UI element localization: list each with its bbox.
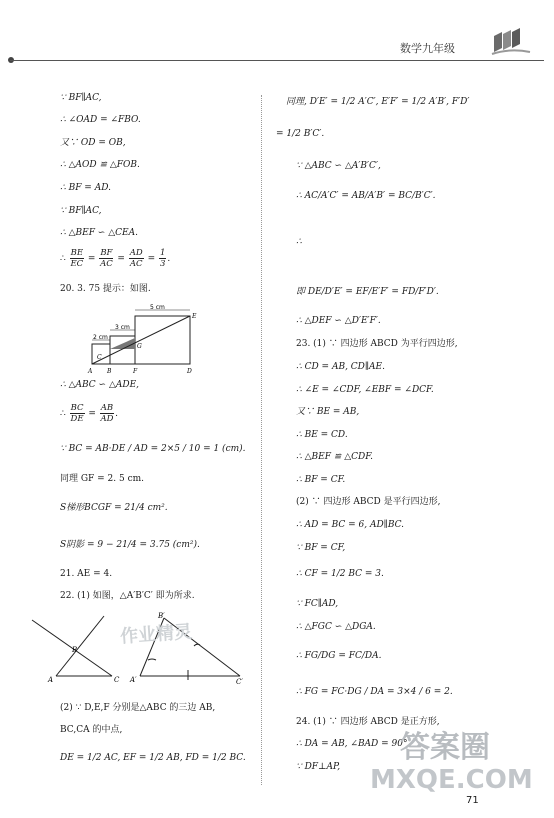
point-label: B <box>107 368 112 375</box>
text-line: = 1/2 B′C′. <box>276 129 325 139</box>
text-line: ∴ BF = AD. <box>60 183 111 193</box>
text-line: ∴ ∠OAD = ∠FBO. <box>60 115 141 125</box>
point-label: A <box>48 676 54 684</box>
point-label: F <box>133 368 138 375</box>
problem-22: 22. (1) 如图，△A′B′C′ 即为所求. <box>60 591 195 601</box>
watermark-text: MXQE.COM <box>370 765 533 795</box>
right-column <box>270 0 554 818</box>
text-line: ∴ △AOD ≌ △FOB. <box>60 160 140 170</box>
label-3cm: 3 cm <box>115 324 130 331</box>
point-label: G <box>137 343 142 350</box>
problem-21: 21. AE = 4. <box>60 569 113 579</box>
text-line: ∵ BF∥AC, <box>60 206 102 216</box>
point-label: E <box>192 313 197 320</box>
figure-20-diagram <box>80 304 200 376</box>
fraction-line-bcde: ∴ $\frac{BC}{DE}$ = $\frac{AB}{AD}$ . <box>60 403 119 424</box>
text-line: ∵ BF∥AC, <box>60 93 102 103</box>
text-line: 同理 GF = 2. 5 cm. <box>60 474 145 484</box>
text-line: DE = 1/2 AC, EF = 1/2 AB, FD = 1/2 BC. <box>60 753 246 763</box>
text-line: ∴ FG = FC·DG / DA = 3×4 / 6 = 2. <box>296 687 453 697</box>
text-line: ∴ △BEF ≌ △CDF. <box>296 452 373 462</box>
text-line: 又∵ OD = OB, <box>60 138 126 148</box>
point-label: B <box>72 646 78 654</box>
label-2cm: 2 cm <box>93 334 108 341</box>
text-line: ∴ DA = AB, ∠BAD = 90°. <box>296 739 411 749</box>
text-line: ∴ AC/A′C′ = AB/A′B′ = BC/B′C′. <box>296 191 436 201</box>
text-line: ∵ FC∥AD, <box>296 599 339 609</box>
point-label: C <box>114 676 120 684</box>
point-label: C <box>97 354 102 361</box>
text-line: ∴ △BEF ∽ △CEA. <box>60 228 138 238</box>
text-line: ∵ BC = AB·DE / AD = 2×5 / 10 = 1 (cm). <box>60 444 246 454</box>
text-line: ∴ ∠E = ∠CDF, ∠EBF = ∠DCF. <box>296 385 434 395</box>
text-line: ∴ BE = CD. <box>296 430 348 440</box>
point-label: B′ <box>158 612 165 620</box>
header-title: 数学九年级 <box>400 42 455 55</box>
watermark-text: 作业精灵 <box>119 621 193 648</box>
point-label: A <box>88 368 93 375</box>
point-label: D <box>187 368 192 375</box>
point-label: C′ <box>236 678 243 686</box>
problem-20: 20. 3. 75 提示：如图. <box>60 284 151 294</box>
text-line: ∴ AD = BC = 6, AD∥BC. <box>296 520 405 530</box>
text-line: ∴ △ABC ∽ △ADE, <box>60 380 140 390</box>
label-5cm: 5 cm <box>150 304 165 311</box>
text-line: ∵ △ABC ∽ △A′B′C′, <box>296 161 381 171</box>
text-line: 即 DE/D′E′ = EF/E′F′ = FD/F′D′. <box>296 287 439 297</box>
text-line: (2) ∵ 四边形 ABCD 是平行四边形, <box>296 497 441 507</box>
page-number: 71 <box>466 795 479 806</box>
text-line: S阴影 = 9 − 21/4 = 3.75 (cm²). <box>60 540 200 550</box>
text-line: (2) ∵ D,E,F 分别是△ABC 的三边 AB, <box>60 703 216 713</box>
text-line: ∴ CF = 1/2 BC = 3. <box>296 569 384 579</box>
problem-23: 23. (1) ∵ 四边形 ABCD 为平行四边形, <box>296 339 458 349</box>
text-line: ∴ <box>296 237 302 247</box>
fraction-line-bef: ∴ $\frac{BE}{EC}$ = $\frac{BF}{AC}$ = $\frac{AD}{AC}$ = $\frac{1}{3}$ . <box>60 248 171 269</box>
text-line: ∴ FG/DG = FC/DA. <box>296 651 382 661</box>
watermark-text: 答案圈 <box>400 730 490 765</box>
left-column <box>0 0 260 818</box>
text-line: ∴ BF = CF. <box>296 475 346 485</box>
text-line: ∴ △FGC ∽ △DGA. <box>296 622 376 632</box>
text-line: ∴ △DEF ∽ △D′E′F′. <box>296 316 381 326</box>
column-divider <box>261 95 262 785</box>
text-line: ∵ DF⊥AP, <box>296 762 341 772</box>
text-line: ∴ CD = AB, CD∥AE. <box>296 362 385 372</box>
text-line: S梯形BCGF = 21/4 cm². <box>60 503 168 513</box>
text-line: 又∵ BE = AB, <box>296 407 360 417</box>
text-line: ∵ BF = CF, <box>296 543 346 553</box>
text-line: 同理, D′E′ = 1/2 A′C′, E′F′ = 1/2 A′B′, F′D′ <box>286 97 470 107</box>
text-line: BC,CA 的中点, <box>60 725 123 735</box>
problem-24: 24. (1) ∵ 四边形 ABCD 是正方形, <box>296 717 440 727</box>
point-label: A′ <box>130 676 137 684</box>
